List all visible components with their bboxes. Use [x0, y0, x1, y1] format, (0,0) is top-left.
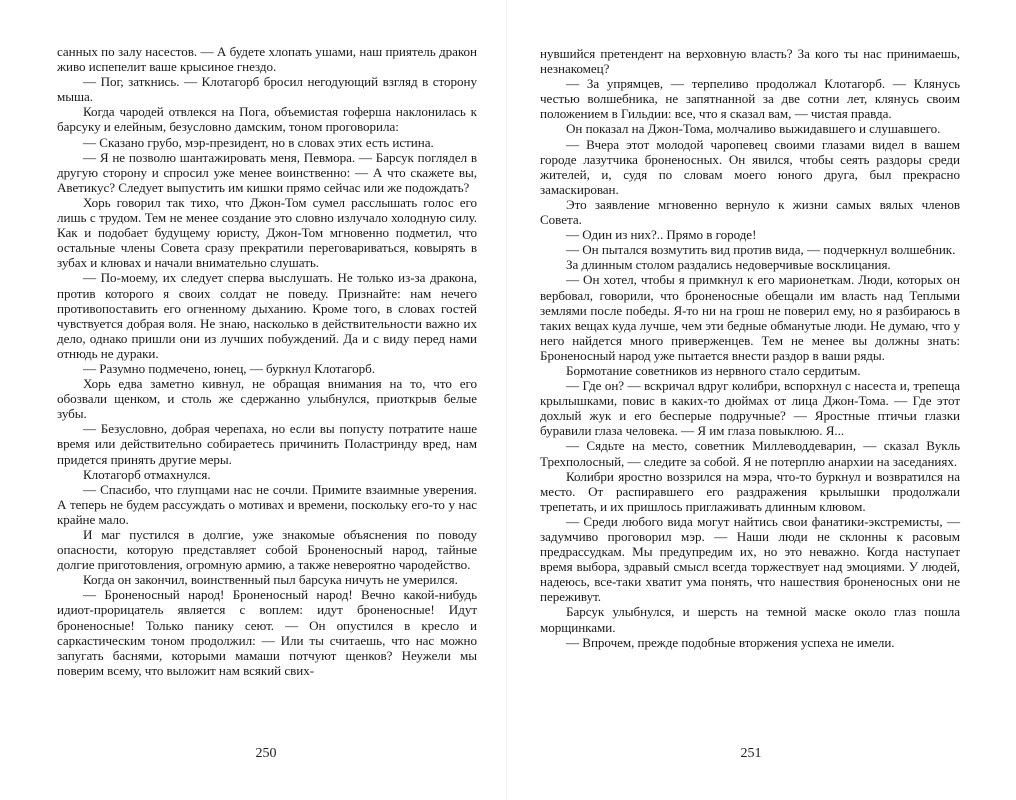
- paragraph: — Безусловно, добрая черепаха, но если вы попусту потратите наше время или действительно собираетесь причинить Поластриндy вред, нам придется принять другие меры.: [57, 421, 477, 467]
- page-number-left: 250: [255, 746, 277, 761]
- paragraph: — Он хотел, чтобы я примкнул к его марионеткам. Люди, которых он вербовал, говорили, что броненосные обещали им власть над Теплыми землями после победы. Я-то ни на грош не поверил ему, но я разбираюсь в таких вещах куда лучше, чем эти бедные обманутые люди. Не думаю, что у него найдется много приверженцев. Тем не менее вы должны знать: Броненосный народ уже пытается внести раздор в ваши ряды.: [540, 272, 960, 363]
- right-page: [540, 46, 960, 650]
- paragraph: Когда он закончил, воинственный пыл барсука ничуть не умерился.: [83, 572, 458, 588]
- paragraph: нувшийся претендент на верховную власть? За кого ты нас принимаешь, незнакомец?: [540, 46, 960, 77]
- paragraph: Клотагорб отмахнулся.: [83, 466, 211, 482]
- paragraph: Хорь едва заметно кивнул, не обращая внимания на то, что его обозвали щенком, и столь же сдержанно улыбнулся, приоткрыв белые зубы.: [57, 376, 477, 422]
- paragraph: — Разумно подмечено, юнец, — буркнул Клотагорб.: [83, 360, 375, 376]
- left-page: [57, 44, 477, 678]
- paragraph: — Один из них?.. Прямо в городе!: [566, 227, 757, 243]
- paragraph: — Вчера этот молодой чаропевец своими глазами видел в вашем городе лазутчика броненосных. Он явился, чтобы сеять раздоры среди жителей, и, судя по словам моего юного друга, был прекрасно замаскирован.: [540, 136, 960, 197]
- paragraph: Бормотание советников из нервного стало сердитым.: [566, 362, 861, 378]
- paragraph: санных по залу насестов. — А будете хлопать ушами, наш приятель дракон живо испепелит ваше крысиное гнездо.: [57, 44, 477, 75]
- paragraph: — Сядьте на место, советник Миллеводдеварин, — сказал Вукль Трехполосный, — следите за собой. Я не потерплю анархии на заседаниях.: [540, 438, 960, 469]
- paragraph: Барсук улыбнулся, и шерсть на темной маске около глаз пошла морщинками.: [540, 604, 960, 635]
- paragraph: Хорь говорил так тихо, что Джон-Том сумел расслышать голос его лишь с трудом. Тем не менее создание это словно излучало холодную силу. Как и подобает будущему юристу, Джон-Том мгновенно подметил, что остальные члены Совета сразу прекратили переговариваться, ковырять в зубах и клювах и начали внимательно слушать.: [57, 194, 477, 271]
- paragraph: Это заявление мгновенно вернуло к жизни самых вялых членов Совета.: [540, 196, 960, 228]
- paragraph: — Я не позволю шантажировать меня, Певмора. — Барсук поглядел в другую сторону и спросил уже менее воинственно: — А что скажете вы, Аветикус? Следует выпустить им кишки прямо сейчас или же подождать?: [57, 149, 477, 195]
- paragraph: — Броненосный народ! Броненосный народ! Вечно какой-нибудь идиот-прорицатель является с воплем: идут броненосные! Идут броненосные! Только панику сеют. — Он опустился в кресло и саркастическим тоном продолжил: — Или ты считаешь, что нас можно запугать баснями, которыми мамаши потчуют щенков? Неужели мы поверим всему, что выложит нам всякий свих-: [57, 587, 477, 678]
- paragraph: — Спасибо, что глупцами нас не сочли. Примите взаимные уверения. А теперь не будем рассуждать о мотивах и времени, поскольку его-то у нас крайне мало.: [57, 481, 477, 527]
- paragraph: — Впрочем, прежде подобные вторжения успеха не имели.: [566, 634, 895, 650]
- paragraph: — Пог, заткнись. — Клотагорб бросил негодующий взгляд в сторону мыша.: [57, 74, 477, 105]
- paragraph: Он показал на Джон-Тома, молчаливо выжидавшего и слушавшего.: [566, 121, 941, 137]
- paragraph: За длинным столом раздались недоверчивые восклицания.: [566, 257, 891, 273]
- book-gutter: [506, 0, 507, 800]
- paragraph: — За упрямцев, — терпеливо продолжал Клотагорб. — Клянусь честью волшебника, не запятнанной за две сотни лет, клянусь своим положением в Гильдии: все, что я сказал вам, — чистая правда.: [540, 76, 960, 122]
- paragraph: Колибри яростно воззрился на мэра, что-то буркнул и возвратился на место. От распиравшего его раздражения крылышки продолжали трепетать, и их пришлось приглаживать длинным клювом.: [540, 468, 960, 514]
- paragraph: — Среди любого вида могут найтись свои фанатики-экстремисты, — задумчиво проговорил мэр. — Наши люди не склонны к расовым предрассудкам. Мы предупредим их, но это неважно. Когда наступает время выбора, здравый смысл всегда торжествует над эмоциями. У людей, надеюсь, все-таки хватит ума понять, что нашествия броненосных они не переживут.: [540, 513, 960, 605]
- paragraph: — По-моему, их следует сперва выслушать. Не только из-за дракона, против которого я своих солдат не поведу. Признайте: нам нечего противопоставить его огненному дыханию. Кроме того, в словах гостей чувствуется добрая воля. Не знаю, насколько в действительности важно их дело, однако пришли они из лучших побуждений. Да и с виду перед нами отнюдь не дураки.: [57, 270, 477, 361]
- paragraph: — Где он? — вскричал вдруг колибри, вспорхнул с насеста и, трепеща крылышками, повис в каких-то дюймах от лица Джон-Тома. — Где этот дохлый жук и его бесперые подручные? — Яростные птичьи глазки буравили глаза человека. — Я им глаза повыклюю. Я...: [540, 378, 960, 439]
- paragraph: И маг пустился в долгие, уже знакомые объяснения по поводу опасности, которую представляет собой Броненосный народ, тайные долгие приготовления, огромную армию, а также невероятно чародейство.: [57, 527, 477, 573]
- page-number-right: 251: [740, 746, 762, 761]
- paragraph: — Сказано грубо, мэр-президент, но в словах этих есть истина.: [83, 134, 434, 150]
- paragraph: Когда чародей отвлекся на Пога, объемистая гоферша наклонилась к барсуку и елейным, безусловно дамским, тоном проговорила:: [57, 104, 477, 135]
- paragraph: — Он пытался возмутить вид против вида, — подчеркнул волшебник.: [566, 242, 956, 258]
